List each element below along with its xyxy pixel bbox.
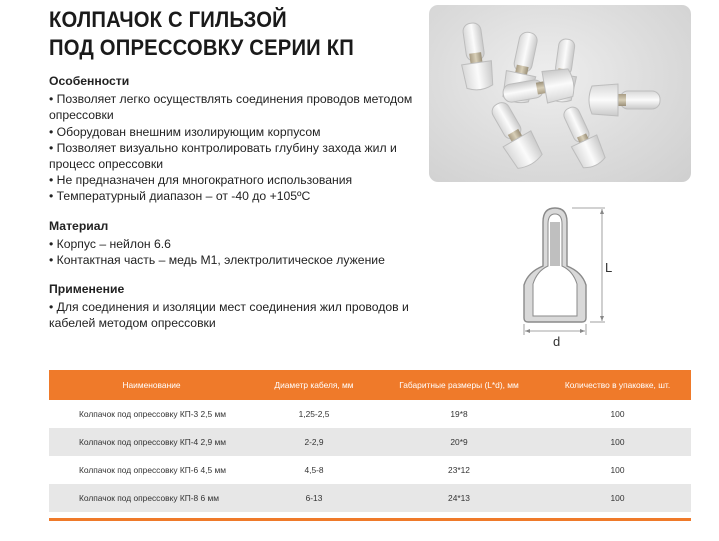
features-section (49, 73, 419, 205)
table-row (49, 400, 691, 428)
cell-dimensions: 19*8 (374, 400, 544, 428)
cell-name: Колпачок под опрессовку КП-8 6 мм (49, 484, 254, 512)
spec-table (49, 370, 691, 512)
product-photo (429, 5, 691, 182)
cell-dimensions: 20*9 (374, 428, 544, 456)
application-section (49, 281, 419, 332)
cell-diameter: 2-2,9 (254, 428, 374, 456)
application-heading: Применение (49, 282, 125, 296)
cell-quantity: 100 (544, 428, 691, 456)
feature-item: • Температурный диапазон – от -40 до +105ºС (49, 189, 311, 204)
arrow-right (580, 329, 585, 333)
header-quantity: Количество в упаковке, шт. (544, 370, 691, 400)
arrow-left (525, 329, 530, 333)
cell-dimensions: 24*13 (374, 484, 544, 512)
feature-item: • Позволяет визуально контролировать глубину захода жил и процесс опрессовки (49, 140, 397, 172)
cell-quantity: 100 (544, 456, 691, 484)
page-title (49, 6, 354, 62)
feature-item: • Не предназначен для многократного использования (49, 173, 353, 188)
label-l: L (605, 260, 613, 275)
material-section (49, 218, 419, 269)
table-row (49, 484, 691, 512)
sleeve (550, 222, 560, 266)
table-row (49, 456, 691, 484)
cell-quantity: 100 (544, 400, 691, 428)
application-item: • Для соединения и изоляции мест соединения жил проводов и кабелей методом опрессовки (49, 300, 409, 331)
feature-item: • Позволяет легко осуществлять соединения проводов методом опрессовки (49, 92, 413, 123)
arrow-down (600, 316, 604, 321)
material-heading: Материал (49, 219, 109, 233)
material-item: • Контактная часть – медь М1, электролитическое лужение (49, 253, 385, 268)
table-header-row (49, 370, 691, 400)
arrow-up (600, 209, 604, 214)
feature-item: • Оборудован внешним изолирующим корпусом (49, 124, 321, 139)
material-item: • Корпус – нейлон 6.6 (49, 237, 171, 252)
table-row (49, 428, 691, 456)
table-bottom-rule (49, 518, 691, 521)
title-line-2: ПОД ОПРЕССОВКУ СЕРИИ КП (49, 35, 354, 60)
cell-diameter: 6-13 (254, 484, 374, 512)
cell-diameter: 4,5-8 (254, 456, 374, 484)
cell-diameter: 1,25-2,5 (254, 400, 374, 428)
header-dimensions: Габаритные размеры (L*d), мм (374, 370, 544, 400)
title-line-1: КОЛПАЧОК С ГИЛЬЗОЙ (49, 7, 287, 32)
header-diameter: Диаметр кабеля, мм (254, 370, 374, 400)
cell-name: Колпачок под опрессовку КП-4 2,9 мм (49, 428, 254, 456)
label-d: d (553, 334, 561, 349)
connector-caps-image (429, 5, 691, 182)
cell-name: Колпачок под опрессовку КП-6 4,5 мм (49, 456, 254, 484)
cell-name: Колпачок под опрессовку КП-3 2,5 мм (49, 400, 254, 428)
cell-dimensions: 23*12 (374, 456, 544, 484)
cell-quantity: 100 (544, 484, 691, 512)
dimension-drawing (510, 200, 640, 350)
features-heading: Особенности (49, 74, 130, 88)
header-name: Наименование (49, 370, 254, 400)
